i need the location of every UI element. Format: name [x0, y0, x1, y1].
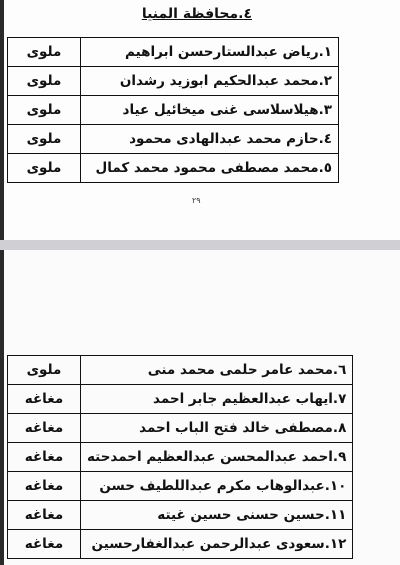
document-page-1: [0, 0, 400, 240]
person-name: ٧.ايهاب عبدالعظيم جابر احمد: [81, 385, 353, 414]
person-name: ١.رياض عبدالستارحسن ابراهيم: [81, 38, 339, 67]
page-gap: [0, 240, 400, 250]
table-row: [8, 472, 353, 501]
table-row: [8, 414, 353, 443]
page-number: ٢٩: [192, 196, 201, 205]
city-cell: ملوى: [8, 96, 81, 125]
city-cell: مغاغه: [8, 414, 81, 443]
table-row: [8, 38, 339, 67]
table-row: [8, 96, 339, 125]
person-name: ١٠.عبدالوهاب مكرم عبداللطيف حسن: [81, 472, 353, 501]
city-cell: مغاغه: [8, 472, 81, 501]
table-row: [8, 154, 339, 183]
table-row: [8, 125, 339, 154]
table-row: [8, 443, 353, 472]
table-row: [8, 385, 353, 414]
person-name: ٨.مصطفى خالد فتح الباب احمد: [81, 414, 353, 443]
table-row: [8, 530, 353, 559]
person-name: ٦.محمد عامر حلمى محمد منى: [81, 356, 353, 385]
page-edge: [0, 0, 4, 240]
person-name: ١١.حسين حسنى حسين غيته: [81, 501, 353, 530]
document-page-2: [0, 250, 400, 565]
page-edge: [0, 250, 4, 565]
table-row: [8, 356, 353, 385]
table-row: [8, 67, 339, 96]
person-name: ٩.احمد عبدالمحسن عبدالعظيم احمدحته: [81, 443, 353, 472]
person-name: ٥.محمد مصطفى محمود محمد كمال: [81, 154, 339, 183]
city-cell: ملوى: [8, 38, 81, 67]
city-cell: مغاغه: [8, 443, 81, 472]
city-cell: ملوى: [8, 356, 81, 385]
table-row: [8, 501, 353, 530]
city-cell: مغاغه: [8, 501, 81, 530]
person-name: ٤.حازم محمد عبدالهادى محمود: [81, 125, 339, 154]
city-cell: مغاغه: [8, 385, 81, 414]
person-name: ٢.محمد عبدالحكيم ابوزيد رشدان: [81, 67, 339, 96]
section-heading: ٤.محافظة المنيا: [141, 6, 252, 22]
names-table-2: [7, 355, 353, 559]
names-table-1: [7, 37, 339, 183]
city-cell: ملوى: [8, 125, 81, 154]
person-name: ٣.هيلاسلاسى غنى ميخائيل عياد: [81, 96, 339, 125]
person-name: ١٢.سعودى عبدالرحمن عبدالغفارحسين: [81, 530, 353, 559]
city-cell: ملوى: [8, 67, 81, 96]
city-cell: مغاغه: [8, 530, 81, 559]
city-cell: ملوى: [8, 154, 81, 183]
